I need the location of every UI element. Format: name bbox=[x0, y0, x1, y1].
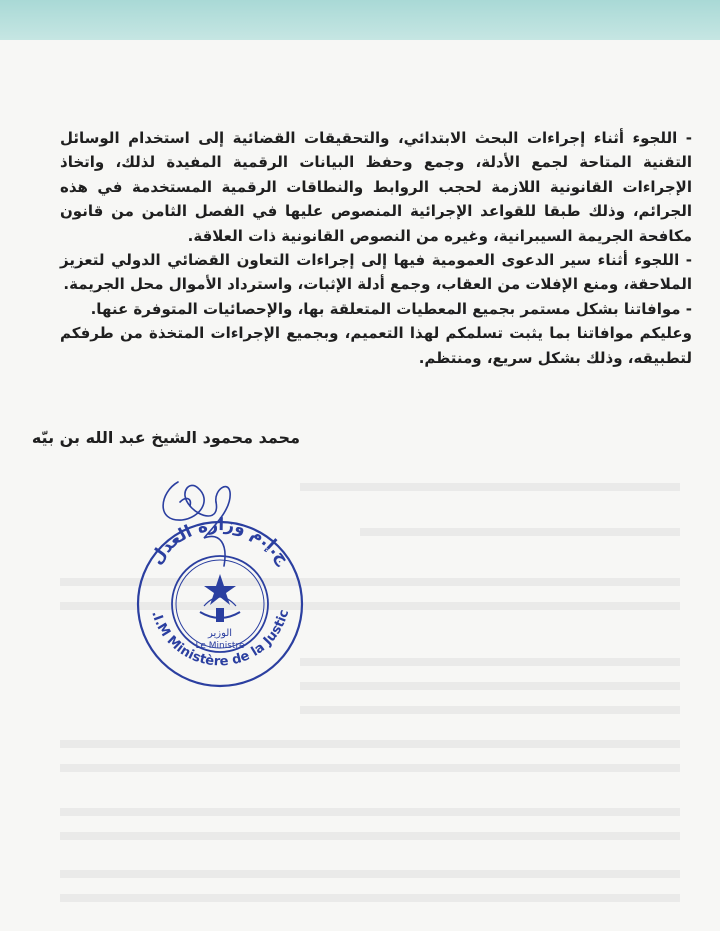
bleed-through-mark bbox=[60, 870, 680, 878]
stamp-inner-french-label: Le Ministre bbox=[195, 641, 245, 651]
bleed-through-mark bbox=[60, 832, 680, 840]
stamp-seal-graphic bbox=[120, 462, 320, 692]
national-emblem-icon bbox=[200, 574, 240, 622]
stamp-french-ring-text: .I.M Ministère de la Justic bbox=[148, 607, 293, 670]
top-border-band bbox=[0, 0, 720, 40]
stamp-inner-arabic-label: الوزير bbox=[207, 628, 233, 639]
bleed-through-mark bbox=[60, 894, 680, 902]
bleed-through-mark bbox=[300, 682, 680, 690]
bleed-through-mark bbox=[360, 528, 680, 536]
paragraph-international-cooperation: - اللجوء أثناء سير الدعوى العمومية فيها إلى إجراءات التعاون القضائي الدولي لتعزيز الملاحقة، ومنع الإفلات من العقاب، وجمع أدلة الإثبات، واسترداد الأموال محل الجريمة. bbox=[60, 251, 692, 294]
paragraph-acknowledgement: وعليكم موافاتنا بما يثبت تسلمكم لهذا التعميم، وبجميع الإجراءات المتخذة من طرفكم لتطبيقه، وذلك بشكل سريع، ومنتظم. bbox=[60, 324, 692, 367]
paragraph-reporting: - موافاتنا بشكل مستمر بجميع المعطيات المتعلقة بها، والإحصائيات المتوفرة عنها. bbox=[90, 299, 692, 318]
stamp-arabic-ring-text: ج.إ.م وزارة العدل bbox=[146, 514, 294, 569]
bleed-through-mark bbox=[300, 658, 680, 666]
official-stamp-and-signature bbox=[120, 462, 320, 692]
svg-text:ج.إ.م وزارة العدل bbox=[146, 515, 294, 569]
bleed-through-mark bbox=[300, 483, 680, 491]
paragraph-digital-evidence: - اللجوء أثناء إجراءات البحث الابتدائي، والتحقيقات القضائية إلى استخدام الوسائل التقنية المتاحة لجمع الأدلة، وجمع وحفظ البيانات الرقمية المفيدة لذلك، واتخاذ الإجراءات القانونية اللازمة لحجب الروابط والنطاقات الرقمية المستخدمة في هذه الجرائم، وذلك طبقا للقواعد الإجرائية المنصوص عليها في الفصل الثامن من قانون مكافحة الجريمة السيبرانية، وغيره من النصوص القانونية ذات العلاقة. bbox=[60, 129, 692, 245]
letter-body bbox=[60, 126, 692, 370]
bleed-through-mark bbox=[60, 764, 680, 772]
signatory-name: محمد محمود الشيخ عبد الله بن بيّه bbox=[31, 428, 300, 447]
bleed-through-mark bbox=[60, 740, 680, 748]
bleed-through-mark bbox=[300, 706, 680, 714]
bleed-through-mark bbox=[60, 808, 680, 816]
